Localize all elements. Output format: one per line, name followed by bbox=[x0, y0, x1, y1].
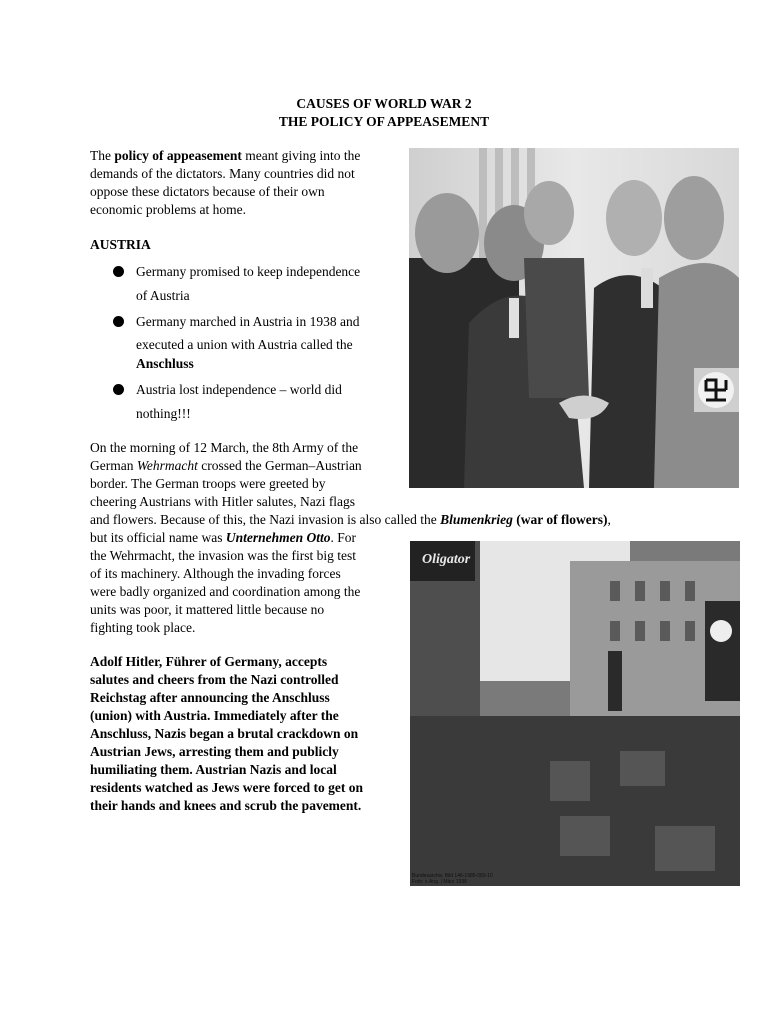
storefront-sign-text: Oligator bbox=[422, 552, 471, 567]
section-heading-austria: AUSTRIA bbox=[90, 237, 151, 252]
handshake-photo-art bbox=[409, 148, 739, 488]
anschluss-paragraph-top: On the morning of 12 March, the 8th Army of the German Wehrmacht crossed the German–Austrian border. The German troops were greeted by cheering Austrians with Hitler salutes, Nazi flags bbox=[90, 440, 362, 509]
photo-credit-line2: Foto: o.Ang. | März 1938 bbox=[412, 879, 467, 885]
list-item: Austria lost independence – world did nothing!!! bbox=[90, 378, 400, 426]
street-crowd-photo bbox=[410, 541, 740, 886]
austria-bullet-list bbox=[90, 260, 400, 428]
document-title: CAUSES OF WORLD WAR 2 bbox=[296, 96, 472, 111]
list-item: Germany promised to keep independence of Austria bbox=[90, 260, 400, 308]
photo-credit-line1: Bundesarchiv, Bild 146-1985-083-10 bbox=[412, 873, 493, 879]
bullet-icon bbox=[113, 384, 124, 395]
list-item: Germany marched in Austria in 1938 and executed a union with Austria called the Anschluss bbox=[90, 310, 400, 372]
bullet-icon bbox=[113, 266, 124, 277]
document-subtitle: THE POLICY OF APPEASEMENT bbox=[278, 114, 490, 129]
intro-paragraph: The policy of appeasement meant giving into the demands of the dictators. Many countries did not oppose these dictators because of their own economic problems at home. bbox=[90, 148, 361, 217]
anschluss-paragraph-fullline: and flowers. Because of this, the Nazi invasion is also called the Blumenkrieg (war of flowers), bbox=[90, 512, 611, 527]
hitler-caption-paragraph: Adolf Hitler, Führer of Germany, accepts salutes and cheers from the Nazi controlled Reichstag after announcing the Anschluss (union) with Austria. Immediately after the Anschluss, Nazis began a brutal crackdown on Austrian Jews, arresting them and publicly humiliating them. Austrian Nazis and local residents watched as Jews were forced to get on their hands and knees and scrub the pavement. bbox=[90, 654, 363, 813]
anschluss-paragraph-bottom: but its official name was Unternehmen Otto. For the Wehrmacht, the invasion was the first big test of its machinery. Although the invading forces were badly organized and coordination among the units was poor, it mattered little because no fighting took place. bbox=[90, 530, 361, 635]
bullet-icon bbox=[113, 316, 124, 327]
appeasement-term: policy of appeasement bbox=[114, 148, 242, 163]
handshake-photo bbox=[409, 148, 739, 488]
street-crowd-photo-art bbox=[410, 541, 740, 886]
